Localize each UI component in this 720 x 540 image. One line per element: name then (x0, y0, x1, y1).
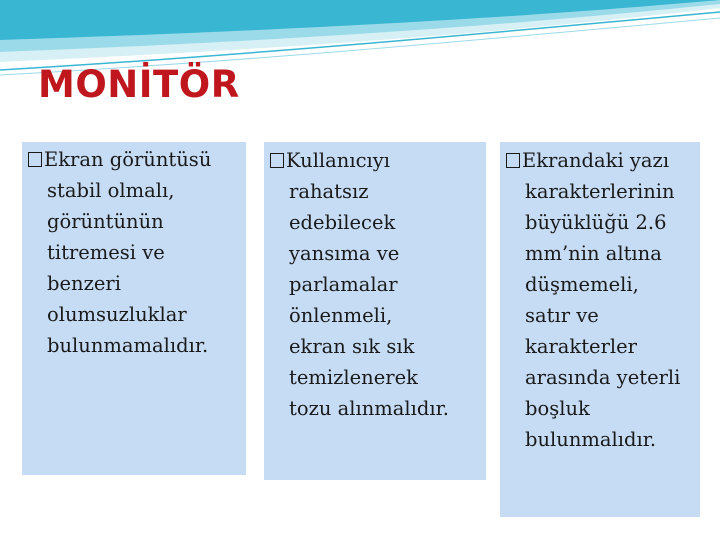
column-2-line: edebilecek (289, 211, 396, 234)
column-2-line: parlamalar (289, 273, 398, 296)
slide-title: MONİTÖR (38, 63, 240, 106)
content-column-2 (264, 142, 486, 480)
column-3-line: karakterler (525, 335, 638, 358)
column-3-line: boşluk (525, 397, 590, 420)
column-1-line: olumsuzluklar (47, 303, 187, 326)
column-2-line: Kullanıcıyı (270, 145, 449, 176)
column-2-line: tozu alınmalıdır. (289, 397, 449, 420)
column-2-line: yansıma ve (289, 242, 400, 265)
column-3-line: mm’nin altına (525, 242, 662, 265)
bullet-icon (506, 153, 520, 168)
column-1-line: bulunmamalıdır. (47, 334, 209, 357)
bullet-icon (28, 152, 42, 167)
column-2-line: ekran sık sık (289, 335, 415, 358)
column-1-text (28, 144, 211, 361)
column-1-line: Ekran görüntüsü (28, 144, 211, 175)
column-1-line: stabil olmalı, (47, 179, 175, 202)
column-2-text (270, 145, 449, 424)
column-3-text (506, 145, 680, 455)
column-3-line: arasında yeterli (525, 366, 681, 389)
column-3-line: bulunmalıdır. (525, 428, 657, 451)
column-3-line: büyüklüğü 2.6 (525, 211, 667, 234)
column-2-line: rahatsız (289, 180, 369, 203)
column-3-line: karakterlerinin (525, 180, 675, 203)
column-3-line: düşmemeli, (525, 273, 639, 296)
column-1-line: titremesi ve (47, 241, 165, 264)
column-2-line: temizlenerek (289, 366, 418, 389)
column-1-line: görüntünün (47, 210, 164, 233)
column-3-line: Ekrandaki yazı (506, 145, 680, 176)
content-column-3 (500, 142, 700, 517)
column-2-line: önlenmeli, (289, 304, 393, 327)
content-column-1 (22, 142, 246, 475)
column-1-line: benzeri (47, 272, 121, 295)
column-3-line: satır ve (525, 304, 599, 327)
bullet-icon (270, 153, 284, 168)
